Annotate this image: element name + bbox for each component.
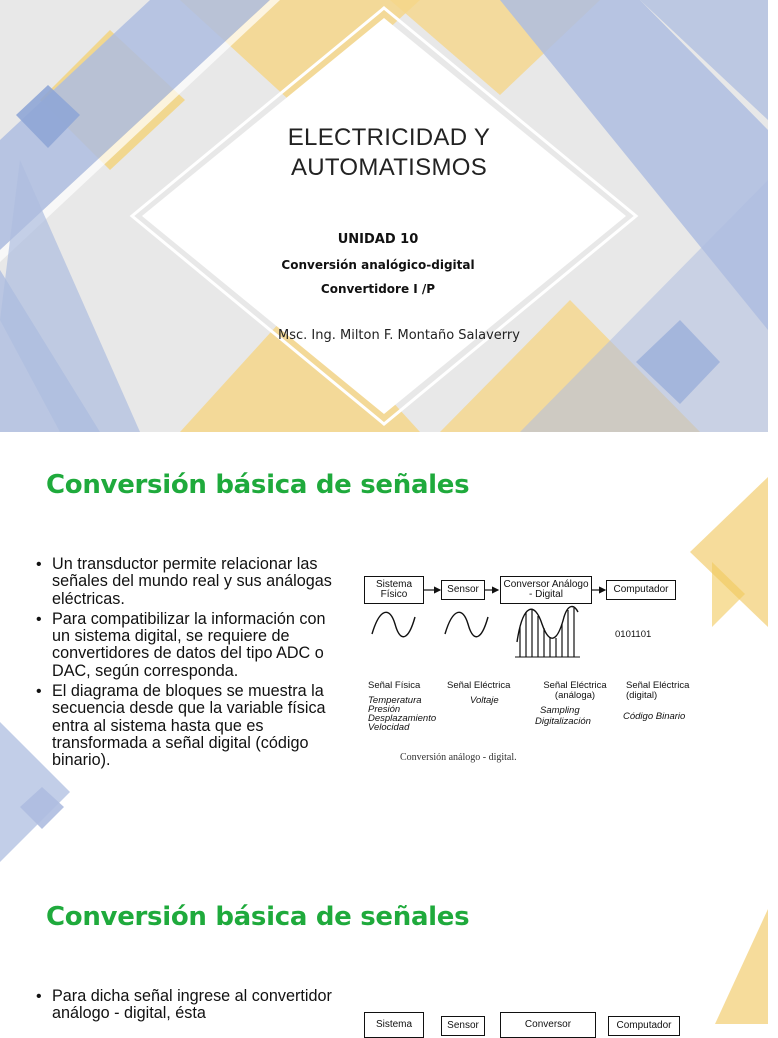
diagram-caption: Conversión análogo - digital. bbox=[400, 752, 517, 763]
bullet-list bbox=[36, 988, 346, 1026]
bullet-item: • El diagrama de bloques se muestra la secuencia desde que la variable física entra al sistema hasta que es transformada a señal digital (código binario). bbox=[36, 683, 346, 769]
wave-electrical bbox=[445, 612, 488, 636]
label-codigo-binario: Código Binario bbox=[623, 711, 686, 722]
subtitle-1: Conversión analógico-digital bbox=[281, 258, 475, 272]
box-sensor: Sensor bbox=[441, 580, 485, 600]
unit-label: UNIDAD 10 bbox=[337, 232, 419, 247]
box-sistema-fisico: Sistema Físico bbox=[364, 576, 424, 604]
label-digitalizacion: Digitalización bbox=[535, 716, 591, 727]
label-senal-fisica: Señal Física bbox=[368, 680, 421, 691]
slide-heading: Conversión básica de señales bbox=[46, 902, 470, 932]
label-voltaje: Voltaje bbox=[470, 695, 499, 706]
label-senal-digital: Señal Eléctrica (digital) bbox=[626, 680, 690, 701]
box-sensor: Sensor bbox=[441, 1016, 485, 1036]
slide-heading: Conversión básica de señales bbox=[46, 470, 470, 500]
var-velocidad: Velocidad bbox=[368, 722, 410, 733]
presentation-title bbox=[0, 123, 778, 183]
var-temperatura: Temperatura bbox=[368, 695, 422, 706]
box-computador: Computador bbox=[606, 580, 676, 600]
title-slide bbox=[0, 0, 768, 432]
title-line-2: AUTOMATISMOS bbox=[290, 154, 488, 181]
bullet-list bbox=[36, 556, 346, 773]
author-name: Msc. Ing. Milton F. Montaño Salaverry bbox=[278, 328, 520, 343]
box-conversor: Conversor bbox=[500, 1012, 596, 1038]
content-slide-1 bbox=[0, 432, 768, 864]
bullet-item: • Para dicha señal ingrese al convertidor análogo - digital, ésta bbox=[36, 988, 346, 1023]
subtitle-2: Convertidore I /P bbox=[320, 282, 436, 296]
sample-bars bbox=[520, 608, 574, 657]
label-senal-electrica: Señal Eléctrica bbox=[447, 680, 511, 691]
box-conversor: Conversor Análogo - Digital bbox=[500, 576, 592, 604]
content-slide-2 bbox=[0, 864, 768, 1031]
bullet-item: • Un transductor permite relacionar las señales del mundo real y sus análogas eléctricas. bbox=[36, 556, 346, 608]
bullet-item: • Para compatibilizar la información con un sistema digital, se requiere de convertidores de datos del tipo ADC o DAC, según corresponda. bbox=[36, 611, 346, 680]
box-computador: Computador bbox=[608, 1016, 680, 1036]
box-sistema: Sistema bbox=[364, 1012, 424, 1038]
block-diagram bbox=[360, 572, 710, 772]
var-presion: Presión bbox=[368, 704, 401, 715]
title-slide-background bbox=[0, 0, 768, 432]
label-sampling: Sampling bbox=[540, 705, 580, 716]
label-senal-analoga: Señal Eléctrica (análoga) bbox=[543, 680, 607, 701]
title-line-1: ELECTRICIDAD Y bbox=[287, 124, 491, 151]
wave-physical bbox=[372, 612, 415, 636]
var-desplazamiento: Desplazamiento bbox=[368, 713, 437, 724]
binary-code: 0101101 bbox=[615, 629, 652, 640]
